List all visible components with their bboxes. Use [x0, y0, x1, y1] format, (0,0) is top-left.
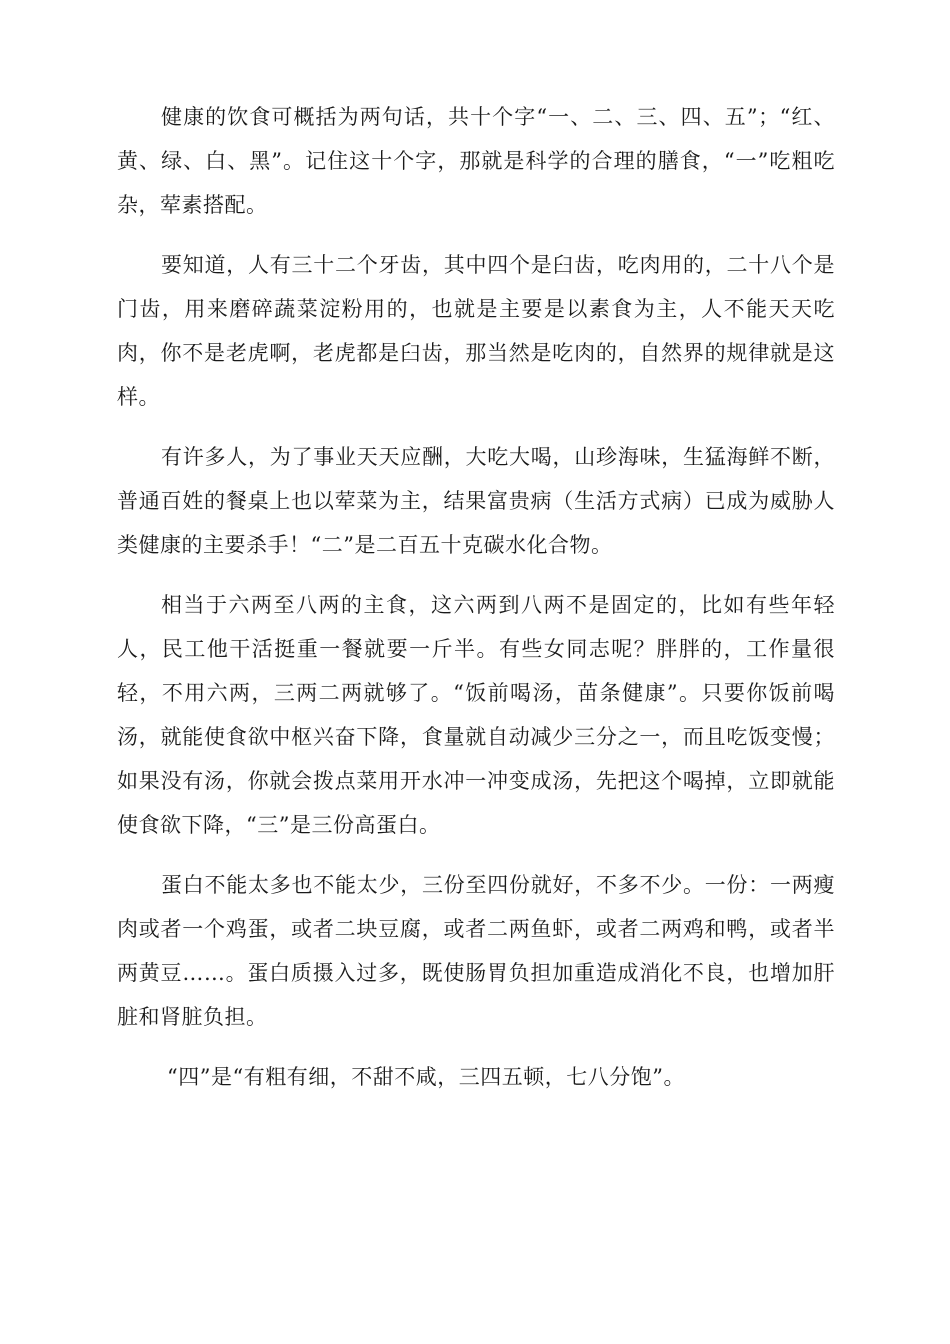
- paragraph-2: 要知道，人有三十二个牙齿，其中四个是臼齿，吃肉用的，二十八个是门齿，用来磨碎蔬菜淀粉用的，也就是主要是以素食为主，人不能天天吃肉，你不是老虎啊，老虎都是臼齿，那当然是吃肉的，自然界的规律就是这样。: [117, 253, 835, 409]
- document-body: [117, 95, 835, 1115]
- paragraph-1: 健康的饮食可概括为两句话，共十个字“一、二、三、四、五”；“红、黄、绿、白、黑”。记住这十个字，那就是科学的合理的膳食，“一”吃粗吃杂，荤素搭配。: [117, 105, 835, 217]
- paragraph-4: 相当于六两至八两的主食，这六两到八两不是固定的，比如有些年轻人，民工他干活挺重一餐就要一斤半。有些女同志呢？胖胖的，工作量很轻，不用六两，三两二两就够了。“饭前喝汤，苗条健康”。只要你饭前喝汤，就能使食欲中枢兴奋下降，食量就自动减少三分之一，而且吃饭变慢；如果没有汤，你就会拨点菜用开水冲一冲变成汤，先把这个喝掉，立即就能使食欲下降，“三”是三份高蛋白。: [117, 593, 835, 837]
- paragraph-3: 有许多人，为了事业天天应酬，大吃大喝，山珍海味，生猛海鲜不断，普通百姓的餐桌上也以荤菜为主，结果富贵病（生活方式病）已成为威胁人类健康的主要杀手！“二”是二百五十克碳水化合物。: [117, 445, 835, 557]
- paragraph-5: 蛋白不能太多也不能太少，三份至四份就好，不多不少。一份：一两瘦肉或者一个鸡蛋，或者二块豆腐，或者二两鱼虾，或者二两鸡和鸭，或者半两黄豆……。蛋白质摄入过多，既使肠胃负担加重造成消化不良，也增加肝脏和肾脏负担。: [117, 873, 835, 1029]
- paragraph-6: “四”是“有粗有细，不甜不咸，三四五顿，七八分饱”。: [167, 1065, 685, 1089]
